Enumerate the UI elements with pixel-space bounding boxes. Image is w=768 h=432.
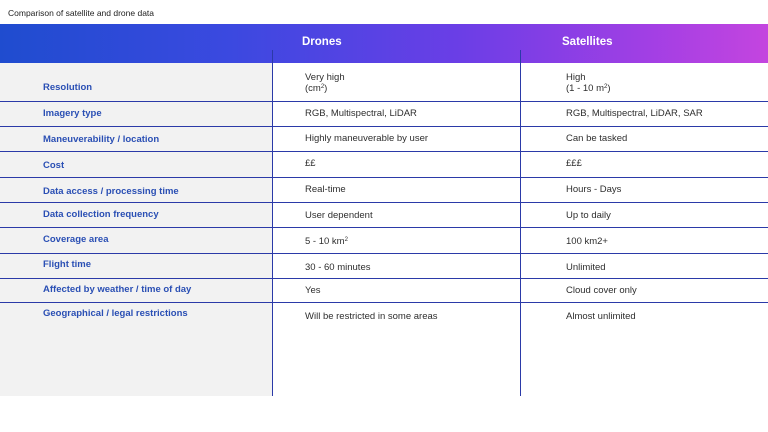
- row-divider: [0, 253, 768, 254]
- satellites-cell: 100 km2+: [566, 236, 608, 247]
- satellites-cell: RGB, Multispectral, LiDAR, SAR: [566, 108, 703, 119]
- row-label: Flight time: [43, 259, 92, 270]
- drones-cell: Real-time: [305, 184, 346, 195]
- row-divider: [0, 151, 768, 152]
- row-divider: [0, 227, 768, 228]
- row-label: Geographical / legal restrictions: [43, 308, 188, 319]
- drones-cell: 30 - 60 minutes: [305, 262, 371, 273]
- row-divider: [0, 177, 768, 178]
- row-label: Data access / processing time: [43, 186, 179, 197]
- row-labels-background: [0, 63, 272, 396]
- row-label: Affected by weather / time of day: [43, 284, 192, 295]
- row-label: Maneuverability / location: [43, 134, 160, 145]
- satellites-cell: Cloud cover only: [566, 285, 637, 296]
- row-divider: [0, 278, 768, 279]
- column-header-satellites: Satellites: [562, 36, 613, 48]
- row-label: Resolution: [43, 82, 93, 93]
- row-divider: [0, 126, 768, 127]
- satellites-cell: £££: [566, 158, 582, 169]
- satellites-cell: Hours - Days: [566, 184, 622, 195]
- satellites-cell: Unlimited: [566, 262, 606, 273]
- satellites-cell: High (1 - 10 $m^2$): [566, 72, 611, 94]
- drones-cell: Very high $(cm^2)$: [305, 72, 345, 94]
- drones-cell: Highly maneuverable by user: [305, 133, 429, 144]
- column-header-drones: Drones: [302, 36, 342, 48]
- drones-cell: Will be restricted in some areas: [305, 311, 438, 322]
- drones-cell: ££: [305, 158, 316, 169]
- satellites-cell: Up to daily: [566, 210, 611, 221]
- row-label: Coverage area: [43, 234, 109, 245]
- row-divider: [0, 202, 768, 203]
- row-divider: [0, 302, 768, 303]
- row-label: Cost: [43, 160, 65, 171]
- row-label: Data collection frequency: [43, 209, 159, 220]
- slide-title: Comparison of satellite and drone data: [8, 8, 155, 18]
- satellites-cell: Can be tasked: [566, 133, 628, 144]
- drones-cell: User dependent: [305, 210, 373, 221]
- row-divider: [0, 101, 768, 102]
- drones-cell: Yes: [305, 285, 321, 296]
- drones-cell: RGB, Multispectral, LiDAR: [305, 108, 417, 119]
- satellites-cell: Almost unlimited: [566, 311, 636, 322]
- table-header-band: [0, 24, 768, 63]
- drones-cell: 5 - 10 $km^2$: [305, 236, 348, 247]
- row-label: Imagery type: [43, 108, 102, 119]
